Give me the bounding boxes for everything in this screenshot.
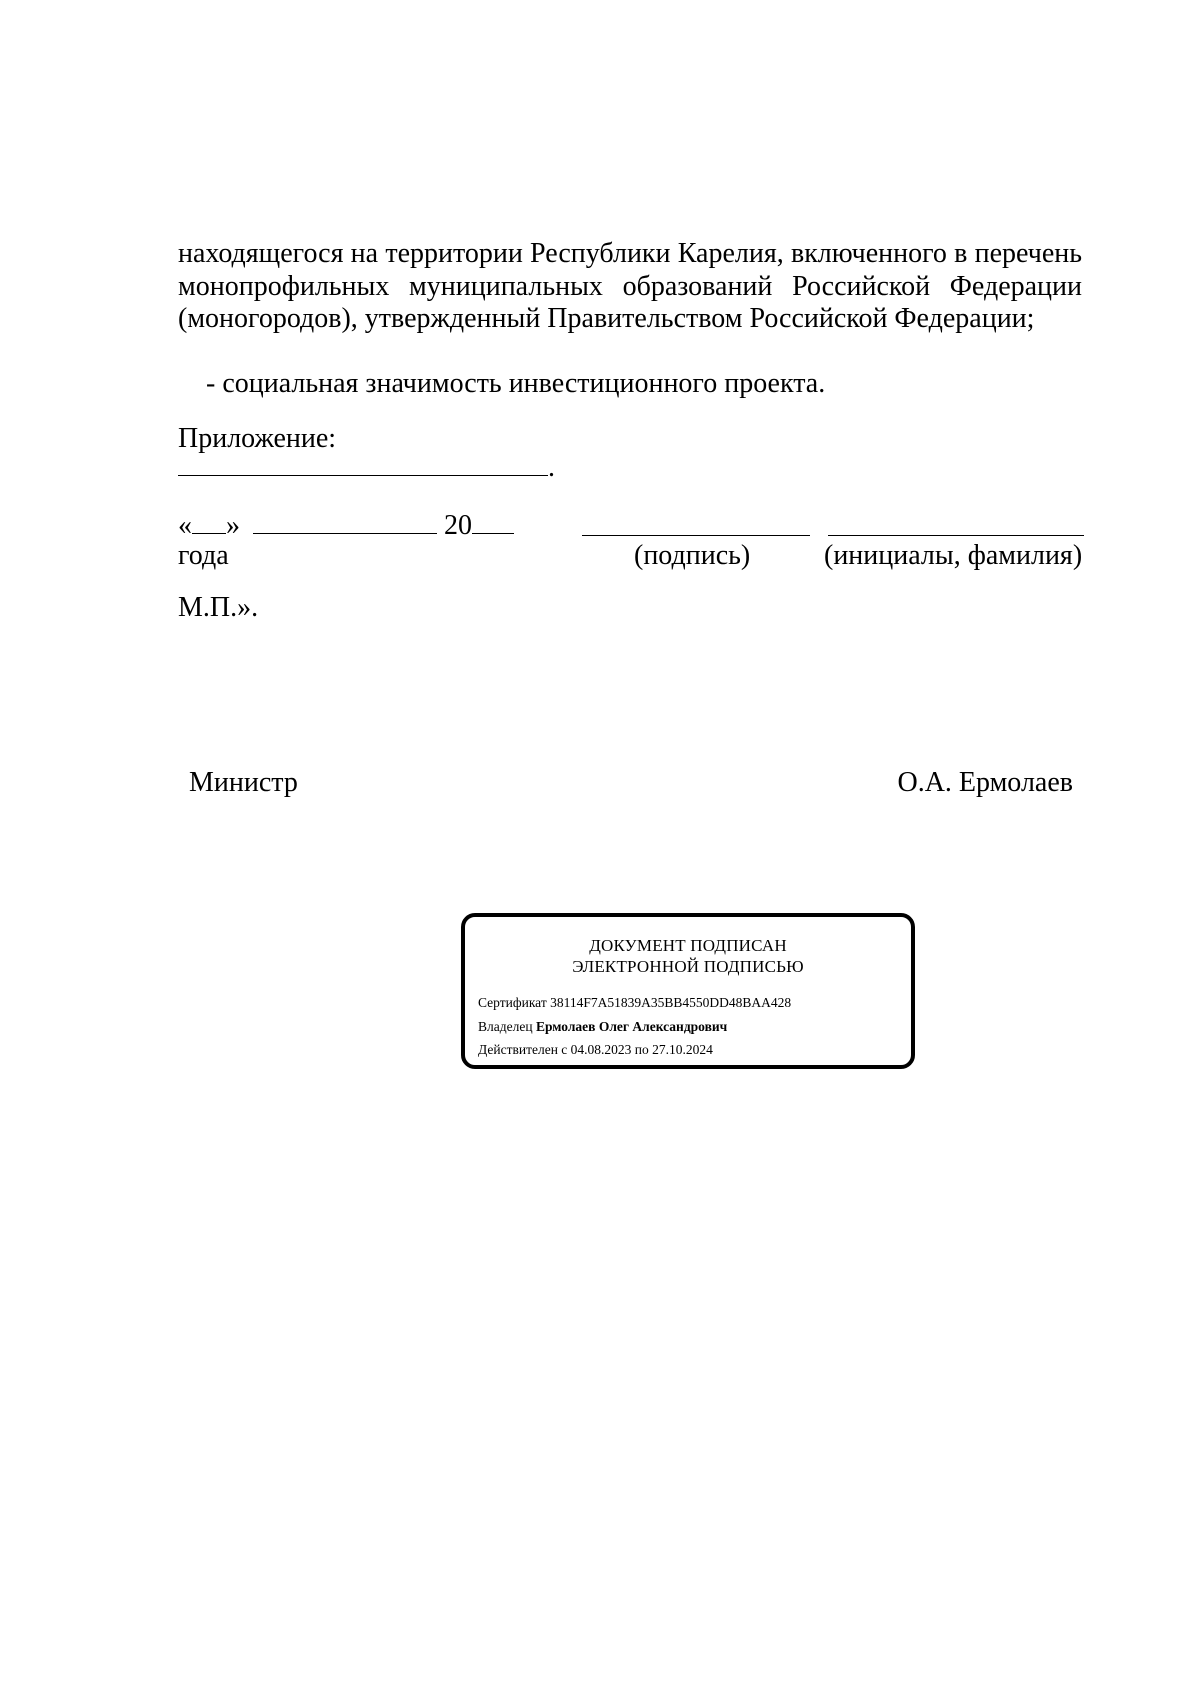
signature-caption: (подпись) — [634, 540, 751, 571]
signature-rule — [582, 535, 810, 536]
valid-label: Действителен с — [478, 1042, 568, 1057]
month-blank — [253, 508, 437, 534]
stamp-validity — [478, 1041, 713, 1058]
certificate-value: 38114F7A51839A35BB4550DD48BAA428 — [550, 995, 792, 1010]
annex-label: Приложение: — [178, 423, 337, 454]
date-row — [178, 508, 514, 540]
signatory-position: Министр — [189, 767, 298, 798]
owner-label: Владелец — [478, 1019, 533, 1034]
seal-mark: М.П.». — [178, 592, 259, 623]
year-blank — [472, 508, 514, 534]
signatory-name: О.А. Ермолаев — [897, 767, 1073, 798]
certificate-label: Сертификат — [478, 995, 547, 1010]
name-caption: (инициалы, фамилия) — [824, 540, 1083, 571]
body-paragraph: находящегося на территории Республики Карелия, включенного в перечень монопрофильных муниципальных образований Российской Федерации (моногородов), утвержденный Правительством Российской Федерации; — [178, 238, 1082, 334]
year-word: года — [178, 540, 229, 571]
stamp-owner — [478, 1018, 727, 1035]
date-quote-open: « — [178, 510, 192, 541]
stamp-title-line1: ДОКУМЕНТ ПОДПИСАН — [589, 936, 787, 955]
day-blank — [192, 508, 226, 534]
annex-blank-line — [178, 449, 555, 481]
stamp-title-line2: ЭЛЕКТРОННОЙ ПОДПИСЬЮ — [572, 957, 804, 976]
valid-to-label: по — [634, 1042, 649, 1057]
annex-rule — [178, 449, 548, 476]
bullet-item: - социальная значимость инвестиционного проекта. — [206, 368, 826, 399]
valid-to: 27.10.2024 — [652, 1042, 713, 1057]
owner-value: Ермолаев Олег Александрович — [535, 1019, 728, 1034]
year-prefix: 20 — [444, 510, 472, 541]
annex-line-end: . — [548, 452, 555, 483]
electronic-signature-stamp — [461, 913, 915, 1069]
stamp-certificate — [478, 994, 791, 1011]
date-quote-close: » — [226, 510, 240, 541]
valid-from: 04.08.2023 — [570, 1042, 632, 1057]
name-rule — [828, 535, 1084, 536]
